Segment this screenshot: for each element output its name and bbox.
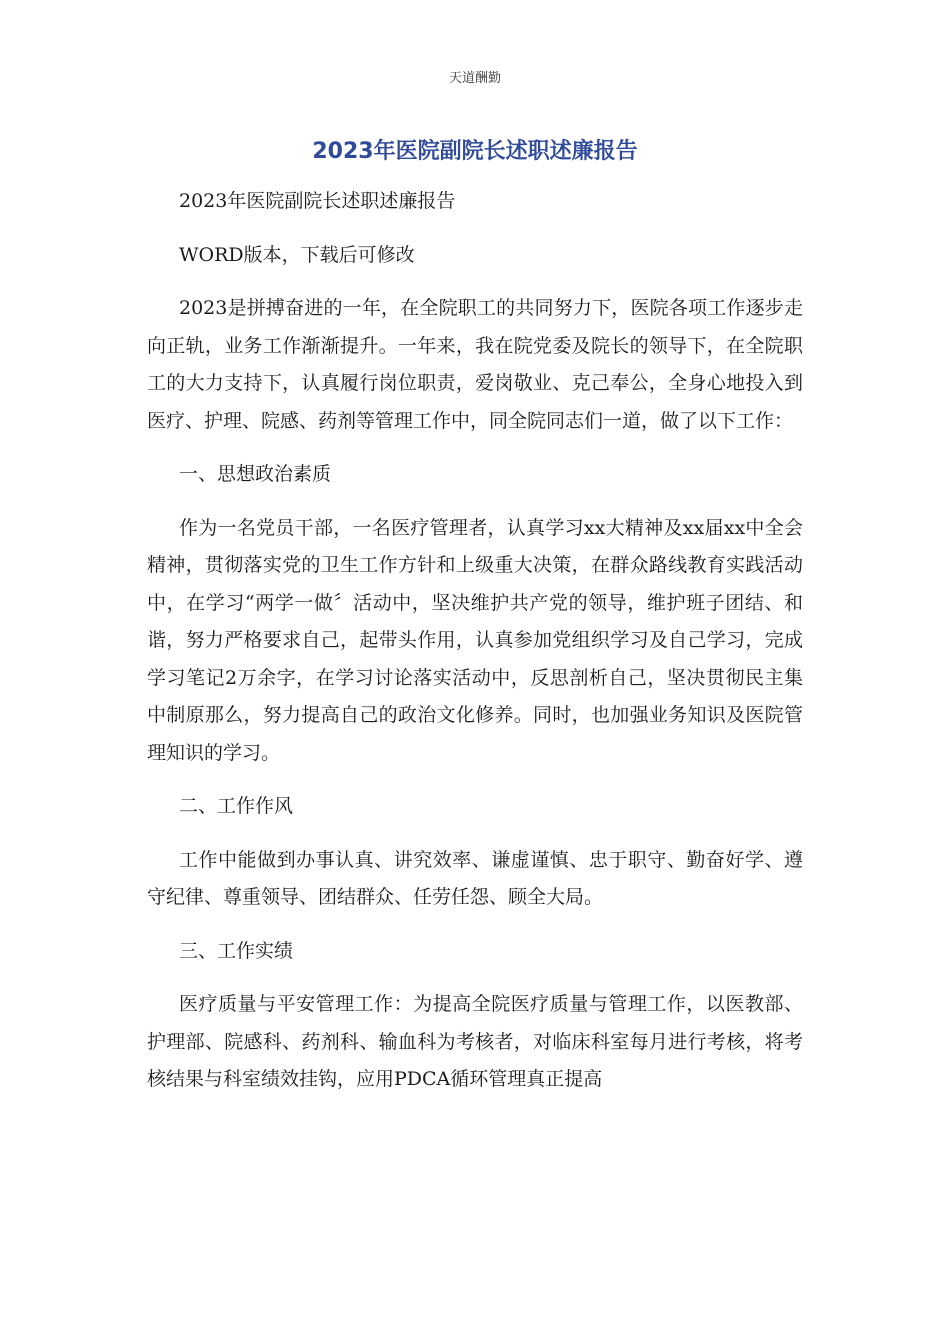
subtitle-paragraph: 2023年医院副院长述职述廉报告 xyxy=(179,190,456,212)
intro-paragraph: 2023是拼搏奋进的一年，在全院职工的共同努力下，医院各项工作逐步走向正轨，业务工作渐渐提升。一年来，我在院党委及院长的领导下，在全院职工的大力支持下，认真履行岗位职责，爱岗敬业、克己奉公，全身心地投入到医疗、护理、院感、药剂等管理工作中，同全院同志们一道，做了以下工作： xyxy=(147,297,803,432)
section-2-paragraph: 工作中能做到办事认真、讲究效率、谦虚谨慎、忠于职守、勤奋好学、遵守纪律、尊重领导、团结群众、任劳任怨、顾全大局。 xyxy=(147,848,803,908)
section-3-paragraph: 医疗质量与平安管理工作：为提高全院医疗质量与管理工作，以医教部、护理部、院感科、药剂科、输血科为考核者，对临床科室每月进行考核，将考核结果与科室绩效挂钩，应用PDCA循环管理真正提高 xyxy=(147,993,803,1090)
page-header: 天道酬勤 xyxy=(448,71,501,86)
section-heading-2: 二、工作作风 xyxy=(179,795,294,817)
format-note-paragraph: WORD版本，下载后可修改 xyxy=(179,243,415,266)
section-heading-3: 三、工作实绩 xyxy=(179,939,294,962)
document-body xyxy=(147,183,803,1115)
document-title: 2023年医院副院长述职述廉报告 xyxy=(312,139,638,164)
section-1-paragraph: 作为一名党员干部，一名医疗管理者，认真学习xx大精神及xx届xx中全会精神，贯彻落实党的卫生工作方针和上级重大决策，在群众路线教育实践活动中，在学习“两学一做〞活动中，坚决维护共产党的领导，维护班子团结、和谐，努力严格要求自己，起带头作用，认真参加党组织学习及自己学习，完成学习笔记2万余字，在学习讨论落实活动中，反思剖析自己，坚决贯彻民主集中制原那么，努力提高自己的政治文化修养。同时，也加强业务知识及医院管理知识的学习。 xyxy=(147,516,803,764)
section-heading-1: 一、思想政治素质 xyxy=(179,463,332,485)
